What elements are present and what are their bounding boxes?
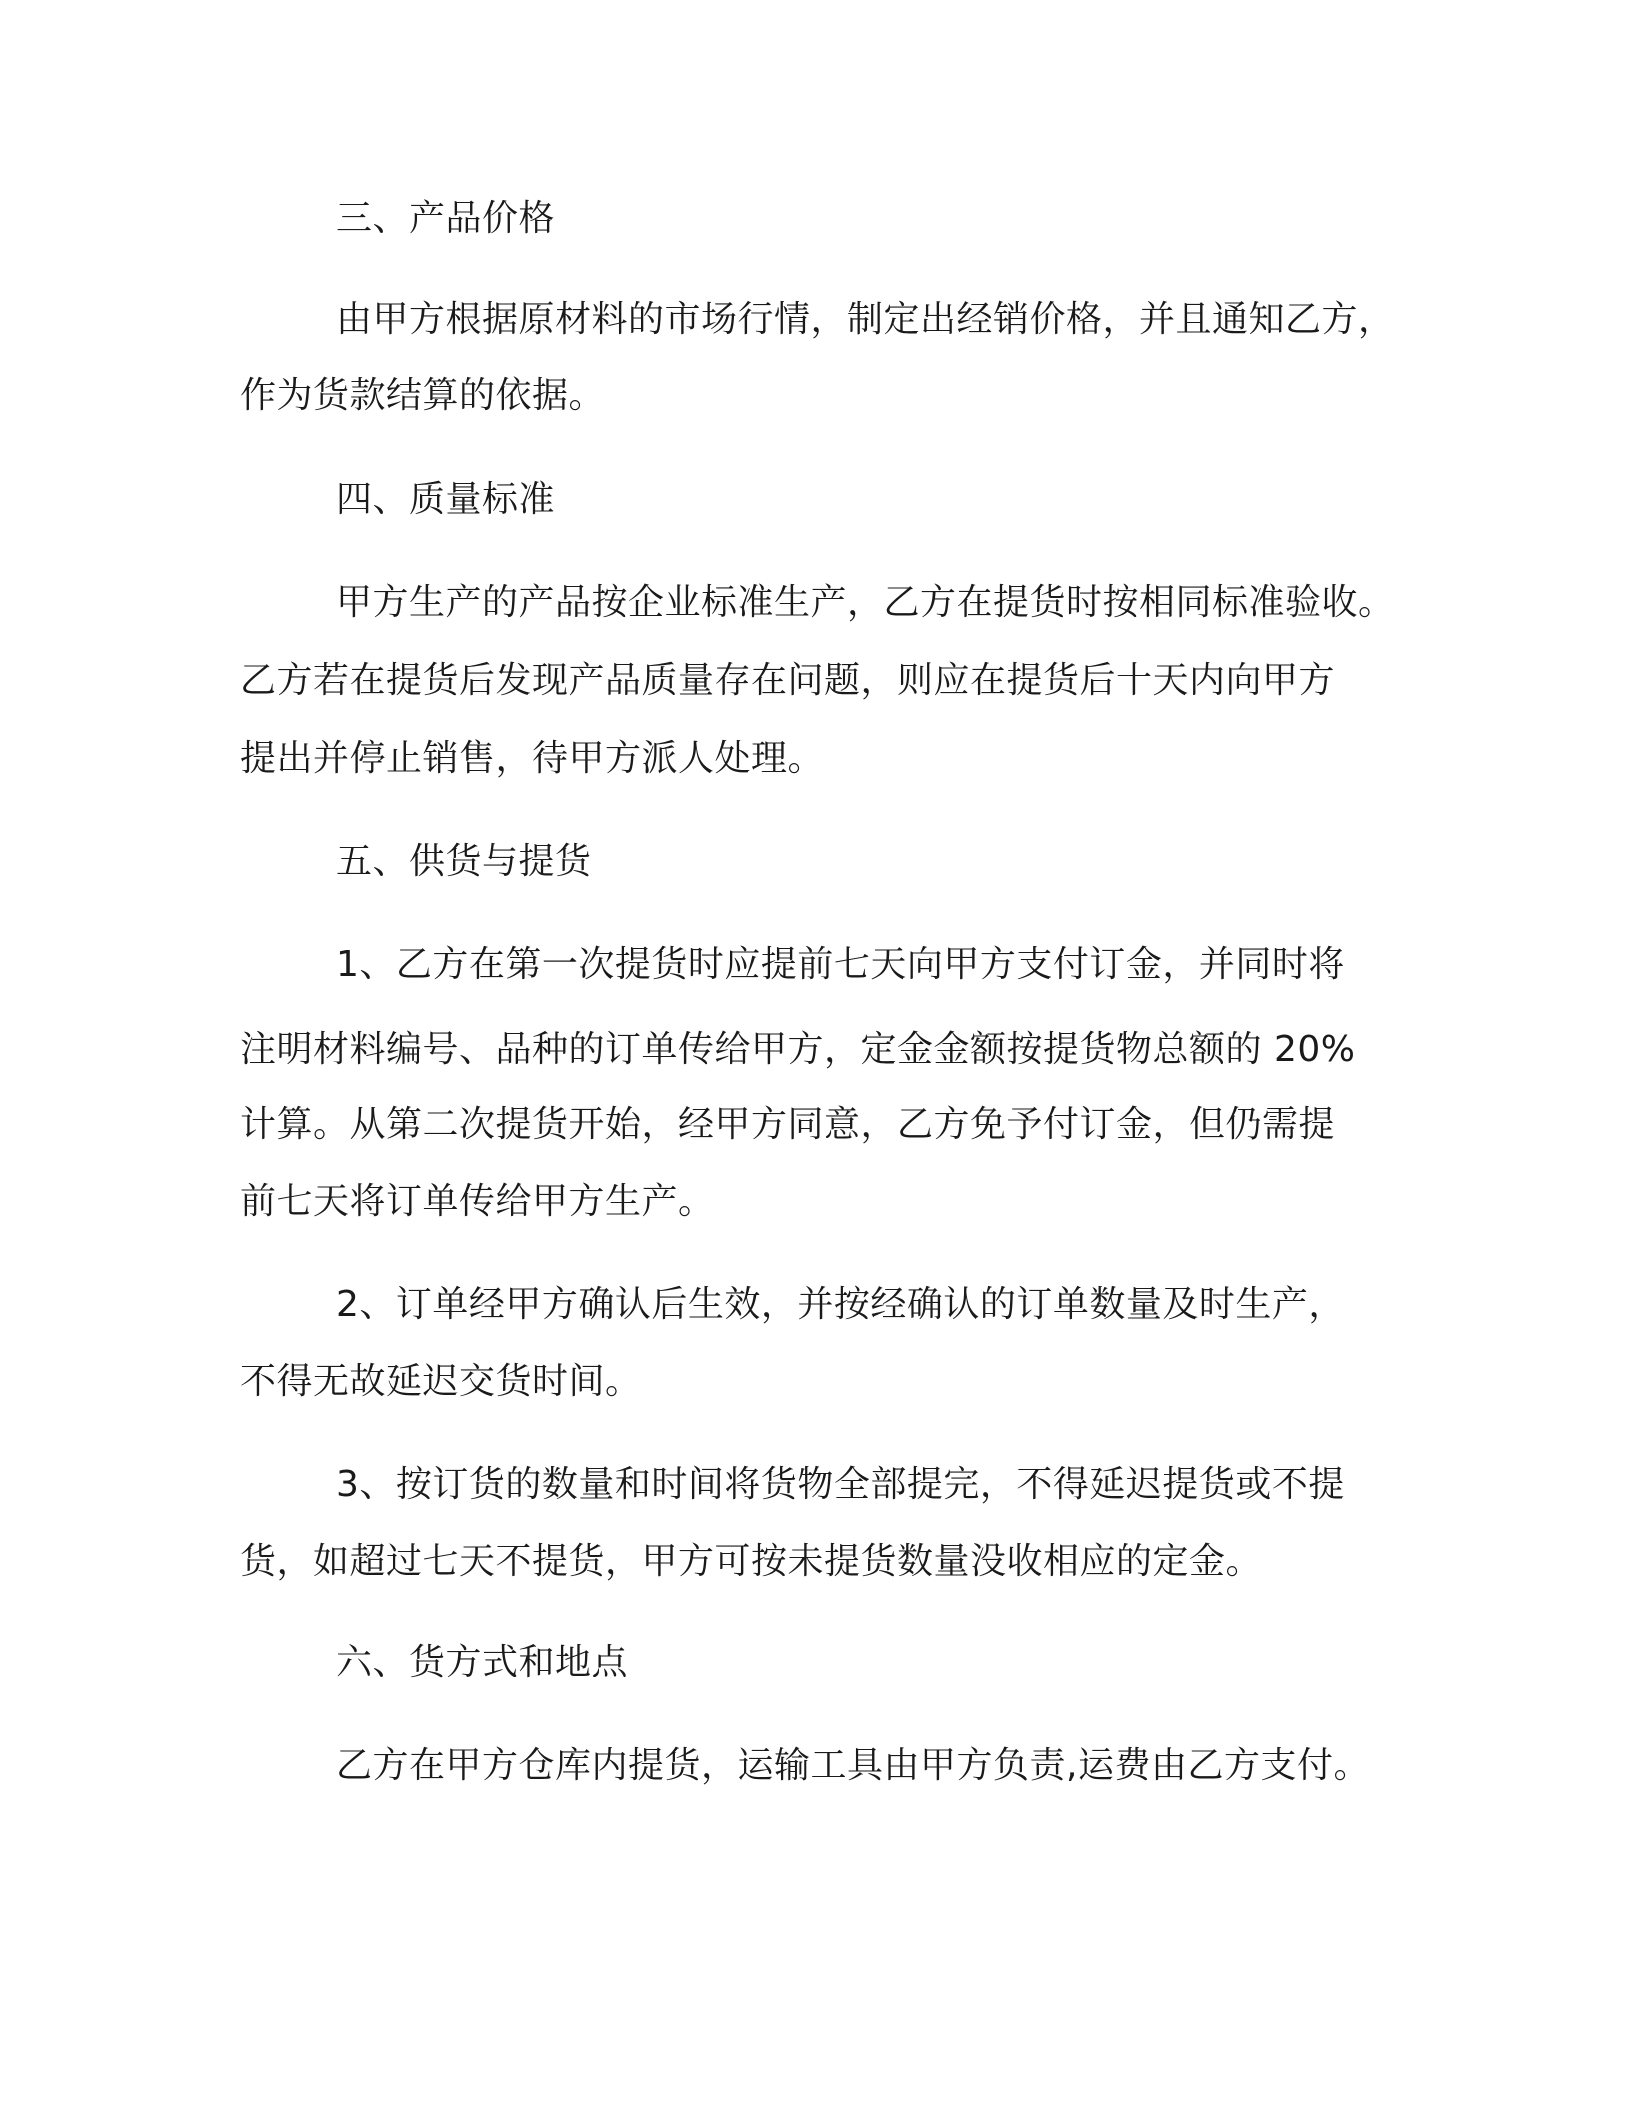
section-heading-quality-standard: 四、质量标准 bbox=[336, 479, 556, 520]
paragraph-line: 乙方在甲方仓库内提货，运输工具由甲方负责,运费由乙方支付。 bbox=[336, 1745, 1370, 1786]
clause-line: 货，如超过七天不提货，甲方可按未提货数量没收相应的定金。 bbox=[240, 1541, 1263, 1582]
paragraph-line: 乙方若在提货后发现产品质量存在问题，则应在提货后十天内向甲方 bbox=[240, 660, 1336, 701]
section-heading-delivery-method-and-location: 六、货方式和地点 bbox=[336, 1642, 629, 1683]
section-heading-supply-and-pickup: 五、供货与提货 bbox=[336, 841, 592, 882]
clause-line: 注明材料编号、品种的订单传给甲方，定金金额按提货物总额的 20% bbox=[240, 1029, 1356, 1070]
clause-line: 前七天将订单传给甲方生产。 bbox=[240, 1181, 715, 1222]
paragraph-line: 甲方生产的产品按企业标准生产，乙方在提货时按相同标准验收。 bbox=[336, 582, 1395, 623]
paragraph-line: 作为货款结算的依据。 bbox=[240, 375, 606, 416]
clause-line: 2、订单经甲方确认后生效，并按经确认的订单数量及时生产， bbox=[336, 1284, 1345, 1325]
clause-line: 计算。从第二次提货开始，经甲方同意，乙方免予付订金，但仍需提 bbox=[240, 1104, 1336, 1145]
clause-line: 1、乙方在第一次提货时应提前七天向甲方支付订金，并同时将 bbox=[336, 944, 1345, 985]
paragraph-line: 由甲方根据原材料的市场行情，制定出经销价格，并且通知乙方， bbox=[336, 299, 1395, 340]
clause-line: 不得无故延迟交货时间。 bbox=[240, 1361, 642, 1402]
section-heading-product-price: 三、产品价格 bbox=[336, 198, 556, 239]
paragraph-line: 提出并停止销售，待甲方派人处理。 bbox=[240, 738, 825, 779]
clause-line: 3、按订货的数量和时间将货物全部提完，不得延迟提货或不提 bbox=[336, 1464, 1345, 1505]
